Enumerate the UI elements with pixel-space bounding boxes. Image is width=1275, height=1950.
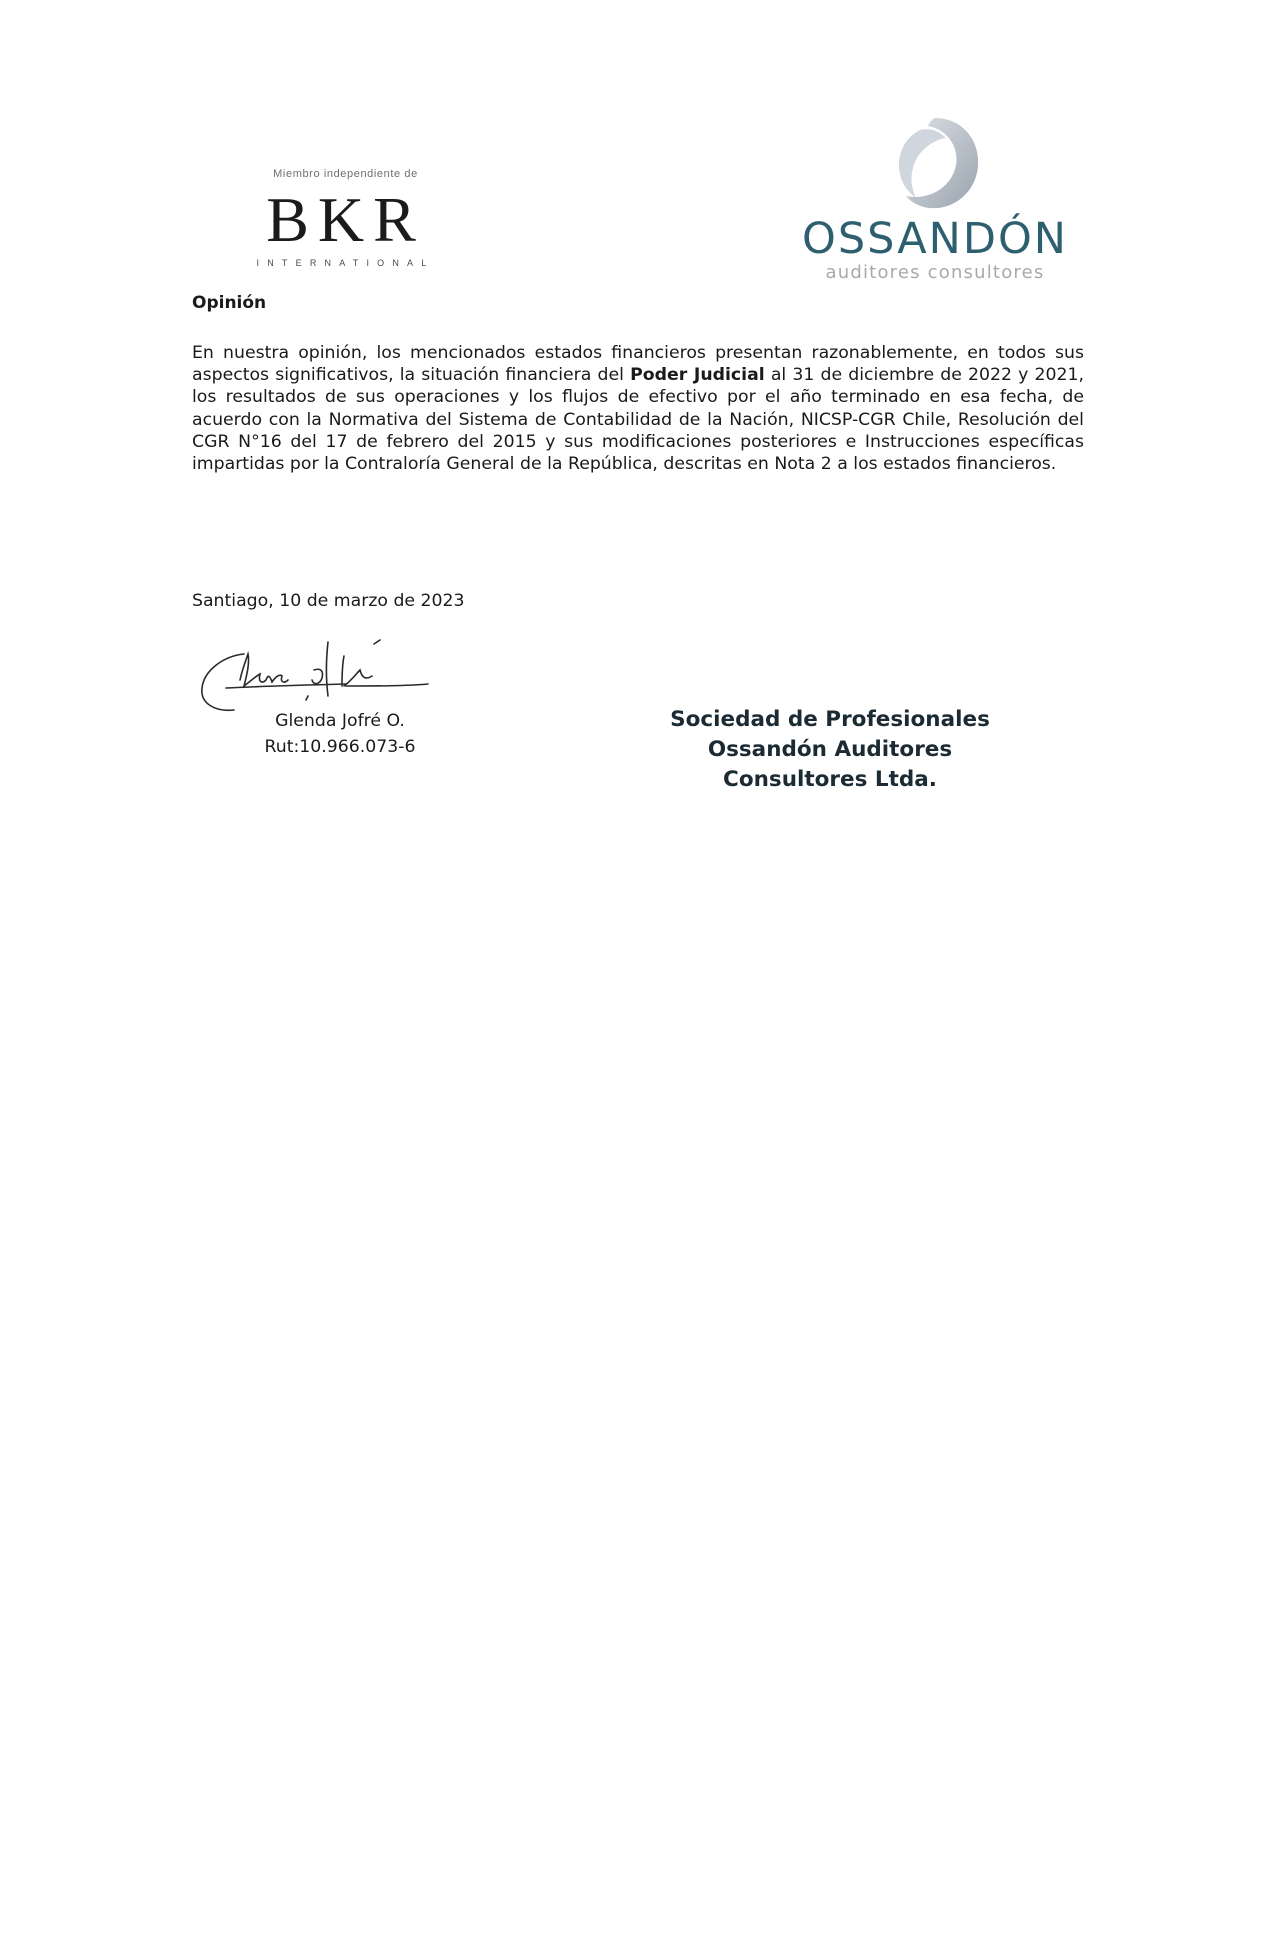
firm-line-2: Ossandón Auditores	[707, 737, 953, 762]
ossandon-name: OSSANDÓN	[802, 214, 1068, 264]
ossandon-tagline: auditores consultores	[825, 262, 1045, 283]
firm-name-block	[660, 705, 1000, 795]
entity-name: Poder Judicial	[630, 365, 765, 386]
firm-line-1: Sociedad de Profesionales	[670, 707, 990, 732]
firm-line-3: Consultores Ltda.	[723, 767, 937, 792]
signer-block	[230, 708, 450, 760]
bkr-member-text: Miembro independiente de	[273, 168, 418, 180]
opinion-paragraph	[192, 342, 1084, 475]
paragraph-part-2: al 31 de diciembre de 2022 y 2021, los resultados de sus operaciones y los flujos de efectivo por el año terminado en esa fecha, de acuerdo con la Normativa del Sistema de Contabilidad de la Nación, NICSP-CGR Chile, Resolución del CGR N°16 del 17 de febrero del 2015 y sus modificaciones posteriores e Instrucciones específicas impartidas por la Contraloría General de la República, descritas en Nota 2 a los estados financieros.	[192, 365, 1084, 475]
ossandon-emblem-icon	[880, 110, 990, 220]
ossandon-logo	[790, 110, 1080, 284]
bkr-international: INTERNATIONAL	[256, 258, 435, 268]
bkr-mark: BKR	[266, 184, 425, 255]
signer-name: Glenda Jofré O.	[275, 711, 405, 731]
section-heading: Opinión	[192, 293, 267, 313]
bkr-logo	[238, 168, 453, 268]
paragraph-part-1: En nuestra opinión, los mencionados estados financieros presentan razonablemente, en todos sus aspectos significativos, la situación financiera del	[192, 343, 1084, 386]
signer-rut: Rut:10.966.073-6	[264, 737, 416, 757]
place-date: Santiago, 10 de marzo de 2023	[192, 591, 465, 611]
